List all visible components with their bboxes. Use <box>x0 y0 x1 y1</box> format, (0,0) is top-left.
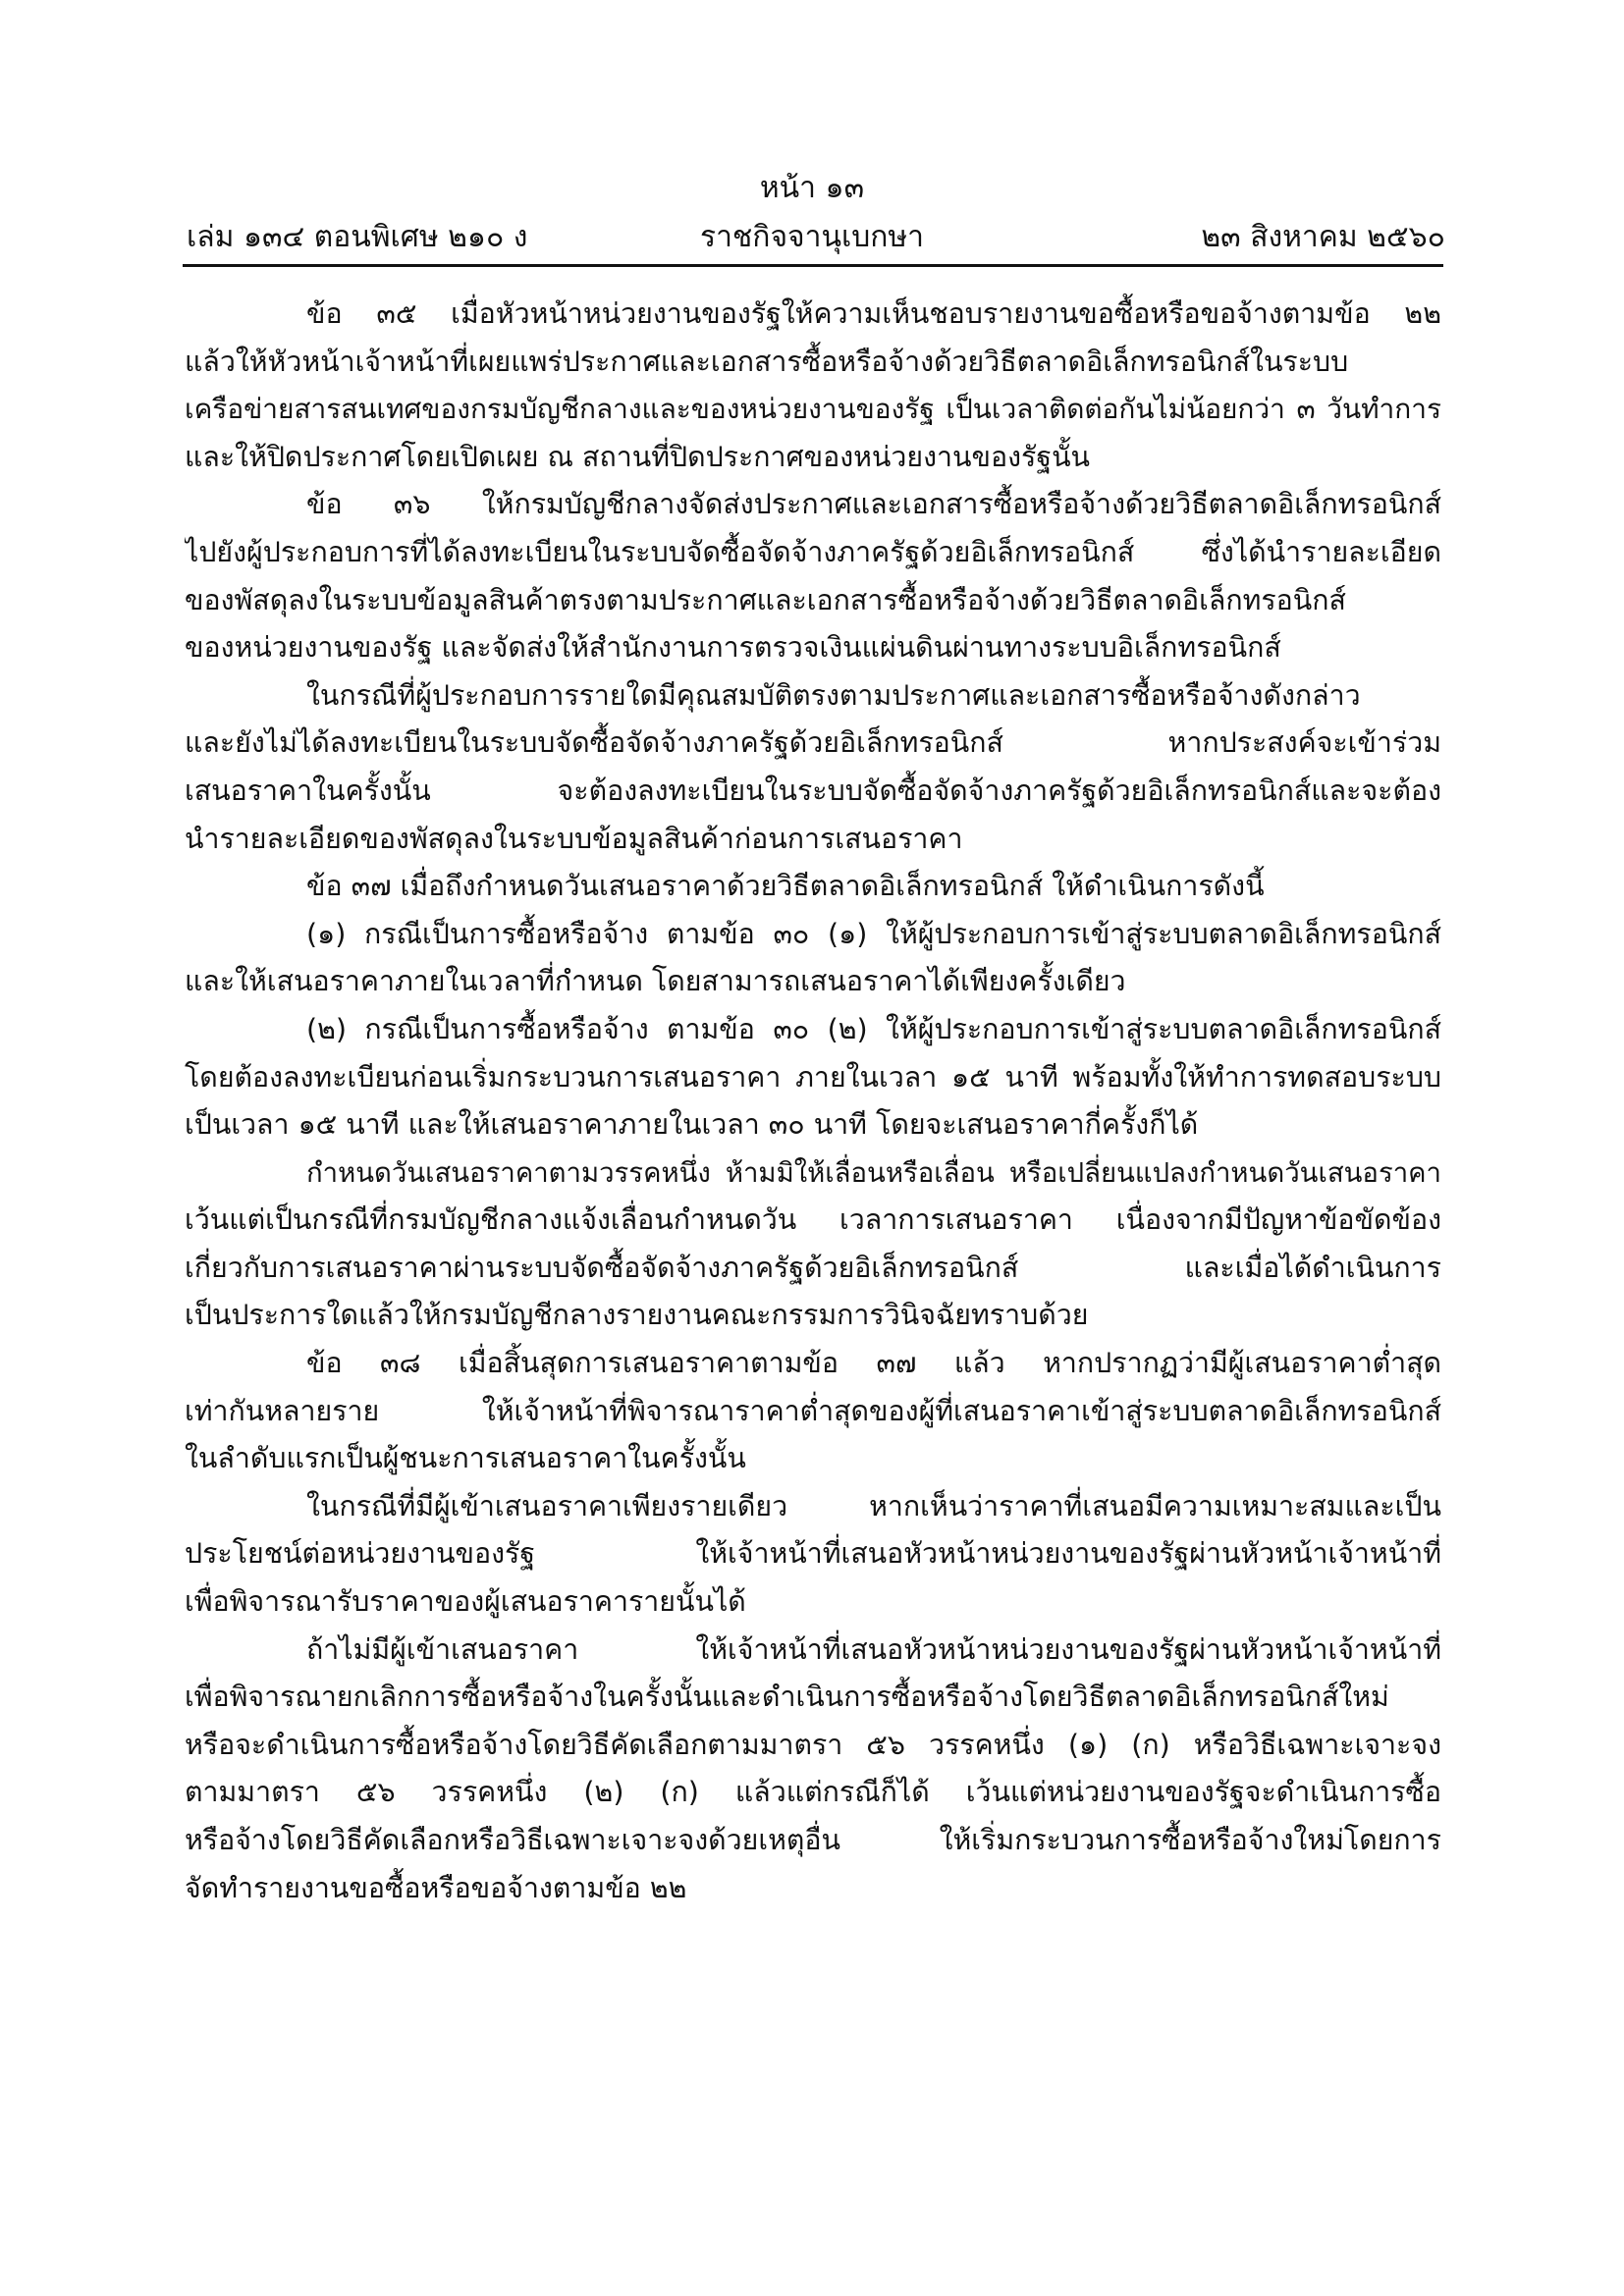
volume-issue: เล่ม ๑๓๔ ตอนพิเศษ ๒๑๐ ง <box>187 220 528 254</box>
text-line: หรือจะดำเนินการซื้อหรือจ้างโดยวิธีคัดเลือกตามมาตรา ๕๖ วรรคหนึ่ง (๑) (ก) หรือวิธีเฉพาะเจาะจง <box>185 1728 1441 1761</box>
text-line: นำรายละเอียดของพัสดุลงในระบบข้อมูลสินค้าก่อนการเสนอราคา <box>185 822 963 855</box>
text-line: ข้อ ๓๘ เมื่อสิ้นสุดการเสนอราคาตามข้อ ๓๗ แล้ว หากปรากฏว่ามีผู้เสนอราคาต่ำสุด <box>306 1347 1441 1380</box>
text-line: ของพัสดุลงในระบบข้อมูลสินค้าตรงตามประกาศและเอกสารซื้อหรือจ้างด้วยวิธีตลาดอิเล็กทรอนิกส์ <box>185 583 1346 616</box>
text-line: ตามมาตรา ๕๖ วรรคหนึ่ง (๒) (ก) แล้วแต่กรณีก็ได้ เว้นแต่หน่วยงานของรัฐจะดำเนินการซื้อ <box>185 1776 1441 1809</box>
text-line: เว้นแต่เป็นกรณีที่กรมบัญชีกลางแจ้งเลื่อนกำหนดวัน เวลาการเสนอราคา เนื่องจากมีปัญหาข้อขัดข้อง <box>185 1203 1441 1237</box>
text-line: และให้เสนอราคาภายในเวลาที่กำหนด โดยสามารถเสนอราคาได้เพียงครั้งเดียว <box>185 965 1126 998</box>
text-line: แล้วให้หัวหน้าเจ้าหน้าที่เผยแพร่ประกาศและเอกสารซื้อหรือจ้างด้วยวิธีตลาดอิเล็กทรอนิกส์ในระบบ <box>185 345 1349 378</box>
text-line: ในลำดับแรกเป็นผู้ชนะการเสนอราคาในครั้งนั้น <box>185 1442 746 1475</box>
text-line: และยังไม่ได้ลงทะเบียนในระบบจัดซื้อจัดจ้างภาครัฐด้วยอิเล็กทรอนิกส์ หากประสงค์จะเข้าร่วม <box>185 726 1441 760</box>
text-line: ในกรณีที่ผู้ประกอบการรายใดมีคุณสมบัติตรงตามประกาศและเอกสารซื้อหรือจ้างดังกล่าว <box>306 678 1361 712</box>
publication-date: ๒๓ สิงหาคม ๒๕๖๐ <box>1201 220 1445 254</box>
text-line: หรือจ้างโดยวิธีคัดเลือกหรือวิธีเฉพาะเจาะจงด้วยเหตุอื่น ให้เริ่มกระบวนการซื้อหรือจ้างใหม่โดยการ <box>185 1824 1441 1856</box>
header-rule <box>183 264 1443 267</box>
text-line: เป็นประการใดแล้วให้กรมบัญชีกลางรายงานคณะกรรมการวินิจฉัยทราบด้วย <box>185 1299 1089 1332</box>
text-line: โดยต้องลงทะเบียนก่อนเริ่มกระบวนการเสนอราคา ภายในเวลา ๑๕ นาที พร้อมทั้งให้ทำการทดสอบระบบ <box>185 1060 1441 1094</box>
text-line: เสนอราคาในครั้งนั้น จะต้องลงทะเบียนในระบบจัดซื้อจัดจ้างภาครัฐด้วยอิเล็กทรอนิกส์และจะต้อง <box>185 774 1441 807</box>
text-line: ไปยังผู้ประกอบการที่ได้ลงทะเบียนในระบบจัดซื้อจัดจ้างภาครัฐด้วยอิเล็กทรอนิกส์ ซึ่งได้นำรายละเอียด <box>185 535 1441 568</box>
text-line: เท่ากันหลายราย ให้เจ้าหน้าที่พิจารณาราคาต่ำสุดของผู้ที่เสนอราคาเข้าสู่ระบบตลาดอิเล็กทรอนิกส์ <box>185 1394 1441 1427</box>
text-line: เป็นเวลา ๑๕ นาที และให้เสนอราคาภายในเวลา ๓๐ นาที โดยจะเสนอราคากี่ครั้งก็ได้ <box>185 1108 1199 1142</box>
text-line: ถ้าไม่มีผู้เข้าเสนอราคา ให้เจ้าหน้าที่เสนอหัวหน้าหน่วยงานของรัฐผ่านหัวหน้าเจ้าหน้าที่ <box>306 1632 1441 1666</box>
text-line: และให้ปิดประกาศโดยเปิดเผย ณ สถานที่ปิดประกาศของหน่วยงานของรัฐนั้น <box>185 440 1091 473</box>
text-line: ประโยชน์ต่อหน่วยงานของรัฐ ให้เจ้าหน้าที่เสนอหัวหน้าหน่วยงานของรัฐผ่านหัวหน้าเจ้าหน้าที่ <box>185 1537 1441 1571</box>
text-line: ข้อ ๓๕ เมื่อหัวหน้าหน่วยงานของรัฐให้ความเห็นชอบรายงานขอซื้อหรือขอจ้างตามข้อ ๒๒ <box>306 297 1441 330</box>
text-line: ข้อ ๓๖ ให้กรมบัญชีกลางจัดส่งประกาศและเอกสารซื้อหรือจ้างด้วยวิธีตลาดอิเล็กทรอนิกส์ <box>306 488 1441 521</box>
text-line: เพื่อพิจารณายกเลิกการซื้อหรือจ้างในครั้งนั้นและดำเนินการซื้อหรือจ้างโดยวิธีตลาดอิเล็กทรอนิกส์ใหม่ <box>185 1681 1389 1714</box>
gazette-name: ราชกิจจานุเบกษา <box>699 220 925 254</box>
text-line: (๒) กรณีเป็นการซื้อหรือจ้าง ตามข้อ ๓๐ (๒) ให้ผู้ประกอบการเข้าสู่ระบบตลาดอิเล็กทรอนิกส์ <box>306 1012 1441 1045</box>
text-line: ข้อ ๓๗ เมื่อถึงกำหนดวันเสนอราคาด้วยวิธีตลาดอิเล็กทรอนิกส์ ให้ดำเนินการดังนี้ <box>306 870 1265 903</box>
text-line: เกี่ยวกับการเสนอราคาผ่านระบบจัดซื้อจัดจ้างภาครัฐด้วยอิเล็กทรอนิกส์ และเมื่อได้ดำเนินการ <box>185 1251 1441 1284</box>
text-line: เครือข่ายสารสนเทศของกรมบัญชีกลางและของหน่วยงานของรัฐ เป็นเวลาติดต่อกันไม่น้อยกว่า ๓ วันทำการ <box>185 393 1441 426</box>
document-body <box>185 291 1441 1912</box>
text-line: เพื่อพิจารณารับราคาของผู้เสนอราคารายนั้นได้ <box>185 1585 746 1619</box>
text-line: ของหน่วยงานของรัฐ และจัดส่งให้สำนักงานการตรวจเงินแผ่นดินผ่านทางระบบอิเล็กทรอนิกส์ <box>185 631 1281 665</box>
text-line: (๑) กรณีเป็นการซื้อหรือจ้าง ตามข้อ ๓๐ (๑) ให้ผู้ประกอบการเข้าสู่ระบบตลาดอิเล็กทรอนิกส์ <box>306 917 1441 950</box>
page-number: หน้า ๑๓ <box>759 171 865 205</box>
text-line: กำหนดวันเสนอราคาตามวรรคหนึ่ง ห้ามมิให้เลื่อนหรือเลื่อน หรือเปลี่ยนแปลงกำหนดวันเสนอราคา <box>306 1156 1441 1189</box>
text-line: จัดทำรายงานขอซื้อหรือขอจ้างตามข้อ ๒๒ <box>185 1871 687 1904</box>
text-line: ในกรณีที่มีผู้เข้าเสนอราคาเพียงรายเดียว หากเห็นว่าราคาที่เสนอมีความเหมาะสมและเป็น <box>306 1489 1441 1522</box>
